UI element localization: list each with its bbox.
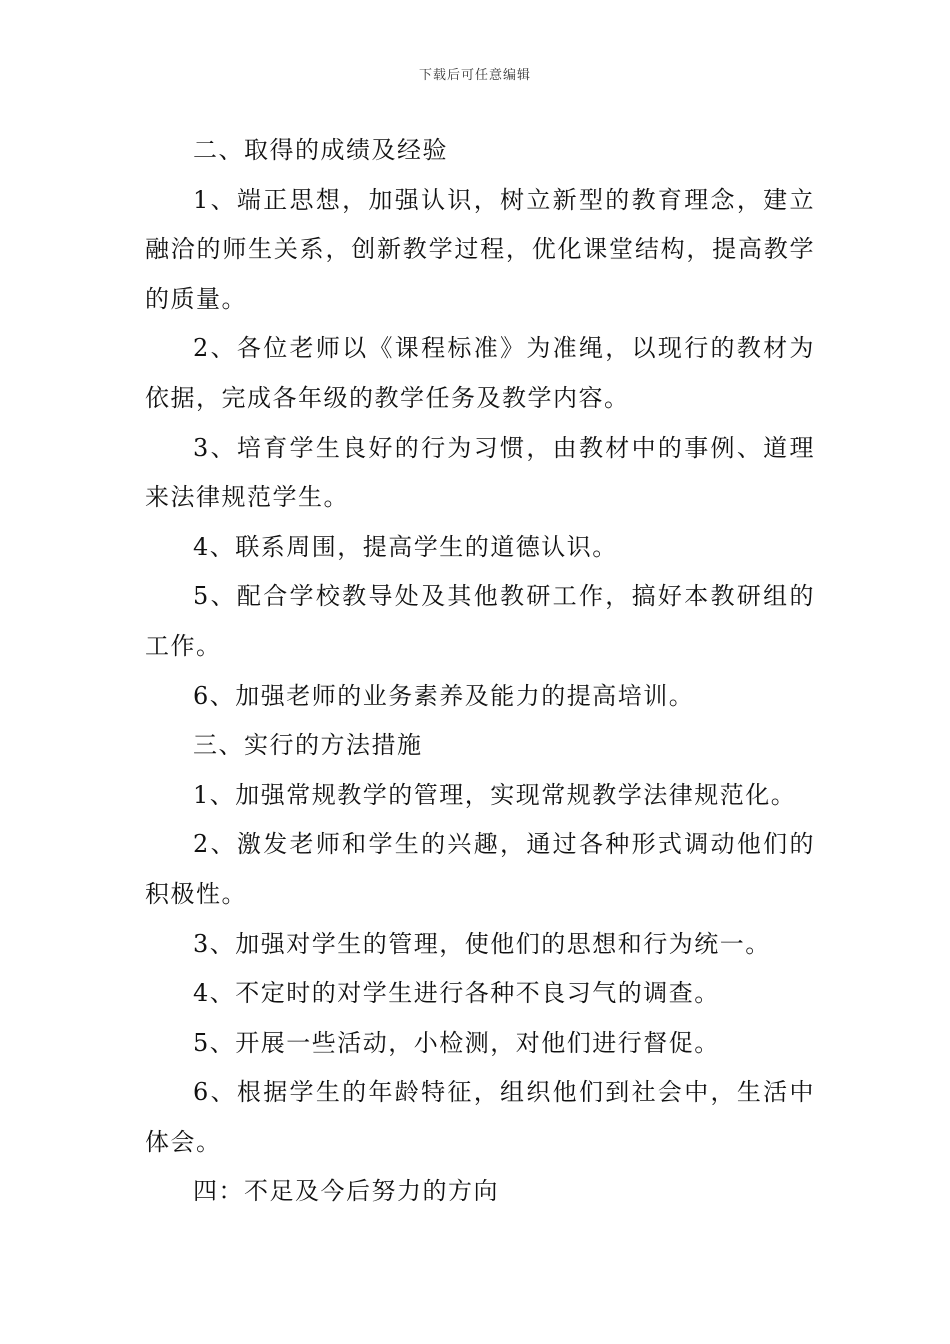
paragraph: 5、配合学校教导处及其他教研工作，搞好本教研组的工作。: [145, 582, 815, 660]
document-body: [145, 126, 815, 1217]
paragraph: 6、加强老师的业务素养及能力的提高培训。: [193, 681, 695, 710]
section-heading-measures: 三、实行的方法措施: [193, 731, 423, 760]
paragraph: 1、端正思想，加强认识，树立新型的教育理念，建立融洽的师生关系，创新教学过程，优化课堂结构，提高教学的质量。: [145, 185, 815, 313]
section-heading-shortcomings: 四：不足及今后努力的方向: [193, 1177, 499, 1206]
paragraph: 4、联系周围，提高学生的道德认识。: [193, 532, 618, 561]
paragraph: 2、各位老师以《课程标准》为准绳，以现行的教材为依据，完成各年级的教学任务及教学内容。: [145, 334, 815, 412]
paragraph: 2、激发老师和学生的兴趣，通过各种形式调动他们的积极性。: [145, 830, 815, 908]
paragraph: 3、培育学生良好的行为习惯，由教材中的事例、道理来法律规范学生。: [145, 433, 815, 512]
section-heading-achievements: 二、取得的成绩及经验: [193, 136, 448, 164]
paragraph: 6、根据学生的年龄特征，组织他们到社会中，生活中体会。: [145, 1078, 815, 1156]
header-note: 下载后可任意编辑: [418, 68, 531, 83]
paragraph: 3、加强对学生的管理，使他们的思想和行为统一。: [193, 929, 771, 958]
paragraph: 1、加强常规教学的管理，实现常规教学法律规范化。: [193, 780, 797, 809]
paragraph: 4、不定时的对学生进行各种不良习气的调查。: [193, 979, 720, 1008]
paragraph: 5、开展一些活动，小检测，对他们进行督促。: [193, 1028, 720, 1057]
